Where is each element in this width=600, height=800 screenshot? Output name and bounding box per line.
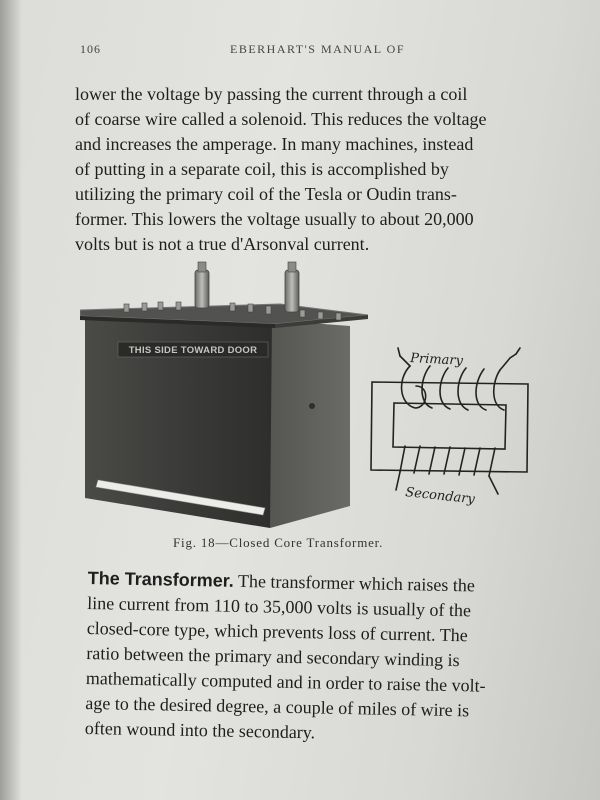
- running-title: EBERHART'S MANUAL OF: [230, 42, 406, 56]
- figure-transformer: [80, 258, 550, 533]
- paragraph-intro: [75, 82, 487, 257]
- text-line: and increases the amperage. In many machines, instead: [75, 134, 474, 154]
- paragraph-transformer: [85, 566, 488, 749]
- box-side-face: [270, 320, 350, 528]
- side-knob: [309, 403, 315, 409]
- spine-shadow: [0, 0, 22, 800]
- text-line-rest: The transformer which raises the: [233, 570, 476, 596]
- secondary-label: Secondary: [404, 485, 476, 508]
- text-line: often wound into the secondary.: [84, 717, 316, 743]
- core-outer-outline: [371, 382, 528, 472]
- text-line: line current from 110 to 35,000 volts is usually of the: [87, 592, 472, 621]
- text-line: lower the voltage by passing the current through a coil: [75, 84, 468, 104]
- box-label-text: THIS SIDE TOWARD DOOR: [128, 345, 258, 356]
- text-line: closed-core type, which prevents loss of current. The: [86, 617, 468, 646]
- text-line: ratio between the primary and secondary winding is: [86, 642, 460, 671]
- core-inner-outline: [393, 403, 506, 449]
- text-line: of putting in a separate coil, this is accomplished by: [75, 159, 449, 179]
- figure-caption: Fig. 18—Closed Core Transformer.: [173, 535, 384, 550]
- text-line: volts but is not a true d'Arsonval current.: [75, 234, 370, 254]
- text-line: age to the desired degree, a couple of miles of wire is: [85, 692, 470, 721]
- text-line: utilizing the primary coil of the Tesla or Oudin trans-: [75, 184, 457, 204]
- section-heading: The Transformer.: [87, 567, 234, 591]
- core-diagram: [371, 348, 528, 494]
- text-line: former. This lowers the voltage usually to about 20,000: [75, 209, 474, 229]
- text-line: mathematically computed and in order to raise the volt-: [85, 667, 486, 696]
- page-number: 106: [80, 42, 101, 56]
- primary-label: Primary: [409, 351, 464, 369]
- transformer-photo: [80, 262, 368, 528]
- text-line: of coarse wire called a solenoid. This reduces the voltage: [75, 109, 487, 129]
